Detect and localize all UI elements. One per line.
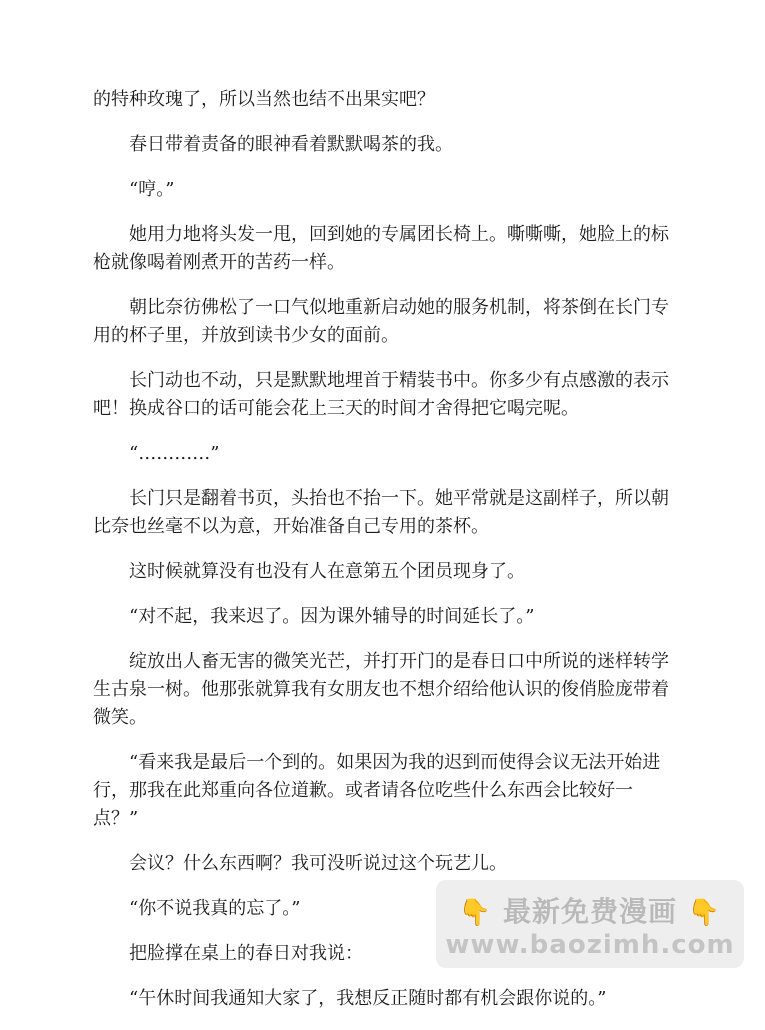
paragraph: “…………”	[129, 443, 220, 464]
paragraph: 长门只是翻着书页，头抬也不抬一下。她平常就是这副样子，所以朝比奈也丝毫不以为意，开始准备自己专用的茶杯。	[93, 488, 669, 537]
paragraph: 长门动也不动，只是默默地埋首于精装书中。你多少有点感激的表示吧！换成谷口的话可能会花上三天的时间才舍得把它喝完呢。	[93, 370, 669, 419]
pointing-down-hand-icon: 👇	[687, 898, 722, 928]
watermark-title	[436, 890, 744, 930]
paragraph: “看来我是最后一个到的。如果因为我的迟到而使得会议无法开始进行，那我在此郑重向各位道歉。或者请各位吃些什么东西会比较好一点？”	[93, 752, 661, 829]
paragraph: 的特种玫瑰了，所以当然也结不出果实吧？	[93, 89, 435, 110]
watermark-title-text: 最新免费漫画	[502, 895, 677, 928]
paragraph: “哼。”	[129, 179, 175, 200]
paragraph: “午休时间我通知大家了，我想反正随时都有机会跟你说的。”	[129, 988, 607, 1009]
pointing-down-hand-icon: 👇	[458, 898, 493, 928]
paragraph: “对不起，我来迟了。因为课外辅导的时间延长了。”	[129, 606, 535, 627]
watermark-badge	[436, 880, 744, 968]
paragraph: 朝比奈彷佛松了一口气似地重新启动她的服务机制，将茶倒在长门专用的杯子里，并放到读书少女的面前。	[93, 297, 669, 346]
paragraph: 这时候就算没有也没有人在意第五个团员现身了。	[129, 561, 525, 582]
paragraph: 绽放出人畜无害的微笑光芒，并打开门的是春日口中所说的迷样转学生古泉一树。他那张就算我有女朋友也不想介绍给他认识的俊俏脸庞带着微笑。	[93, 651, 669, 728]
watermark-url: www.baozimh.com	[445, 930, 735, 960]
paragraph: “你不说我真的忘了。”	[129, 898, 301, 919]
paragraph: 会议？什么东西啊？我可没听说过这个玩艺儿。	[129, 853, 507, 874]
paragraph: 她用力地将头发一甩，回到她的专属团长椅上。嘶嘶嘶，她脸上的标枪就像喝着刚煮开的苦药一样。	[93, 224, 669, 273]
paragraph: 春日带着责备的眼神看着默默喝茶的我。	[129, 134, 453, 155]
paragraph: 把脸撑在桌上的春日对我说：	[129, 943, 363, 964]
